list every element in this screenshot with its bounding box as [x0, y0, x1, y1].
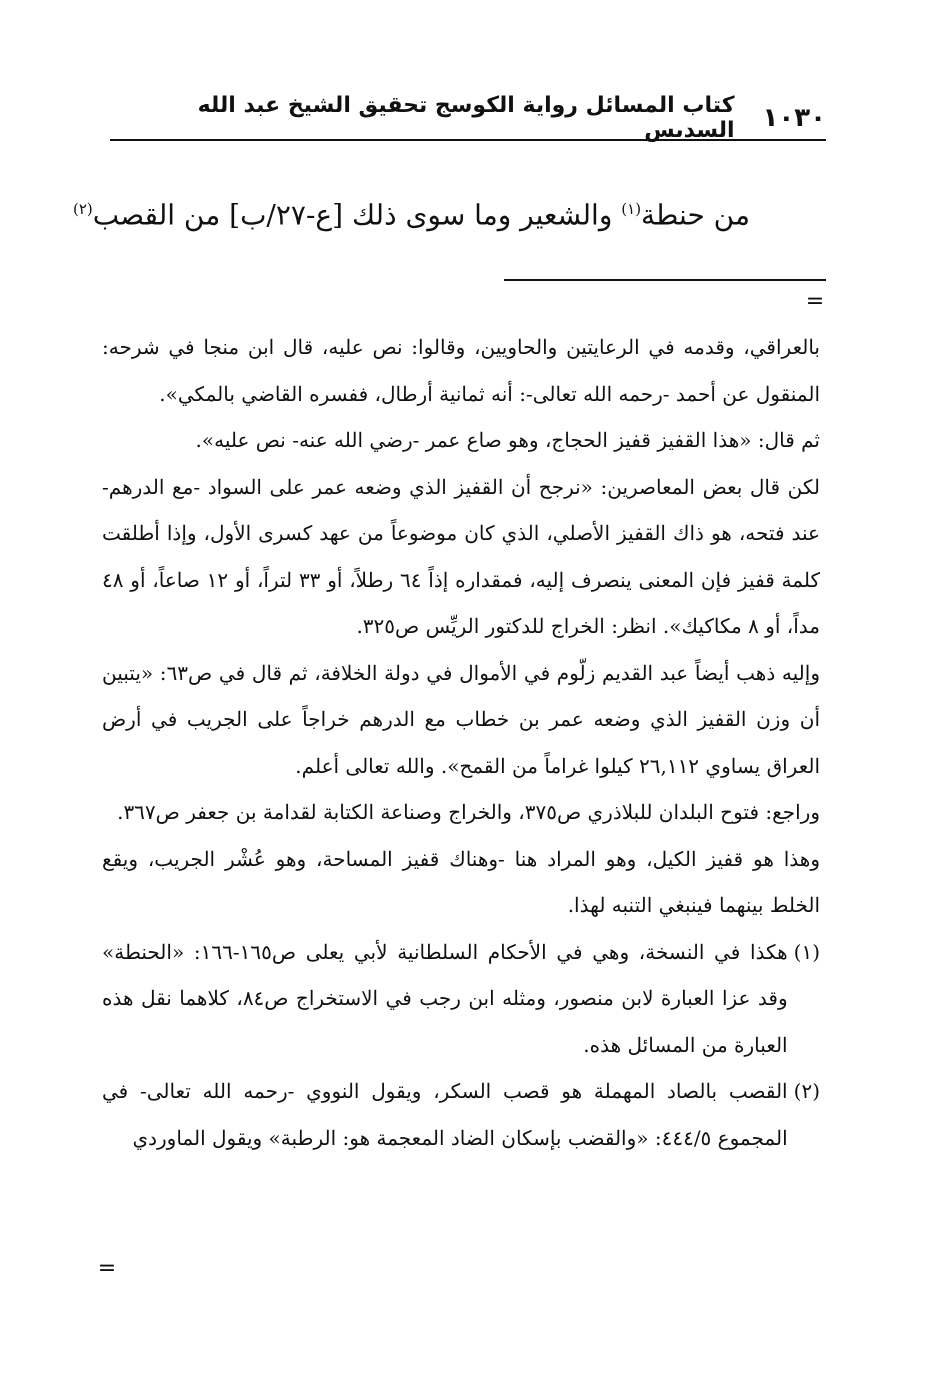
footnote-paragraph: وإليه ذهب أيضاً عبد القديم زلّوم في الأموال في دولة الخلافة، ثم قال في ص٦٣: «يتبين أن وزن القفيز الذي وضعه عمر بن خطاب مع الدرهم خراجاً على الجريب في أرض العراق يساوي ٢٦,١١٢ كيلوا غراماً من القمح». والله تعالى أعلم. — [102, 660, 820, 778]
footnote-number: (٢) — [793, 1079, 820, 1103]
footnote-paragraph: وراجع: فتوح البلدان للبلاذري ص٣٧٥، والخراج وصناعة الكتابة لقدامة بن جعفر ص٣٦٧. — [117, 800, 820, 824]
footnote-text: القصب بالصاد المهملة هو قصب السكر، ويقول النووي -رحمه الله تعالى- في المجموع ٤٤٤/٥: «والقضب بإسكان الضاد المعجمة هو: الرطبة» ويقول الماوردي — [102, 1079, 788, 1150]
main-text-part-1: من حنطة — [641, 198, 750, 232]
footnote-paragraph: ثم قال: «هذا القفيز قفيز الحجاج، وهو صاع عمر -رضي الله عنه- نص عليه». — [195, 428, 820, 452]
main-text — [73, 182, 750, 242]
footnote-ref-2: (٢) — [73, 200, 93, 218]
header-rule — [110, 139, 826, 141]
page-number: ١٠٣٠ — [762, 103, 826, 133]
main-text-part-2: والشعير وما سوى ذلك [ع-٢٧/ب] من القصب — [92, 198, 622, 232]
footnote-number: (١) — [793, 939, 820, 964]
book-title: كتاب المسائل رواية الكوسج تحقيق الشيخ عبد الله السديس — [197, 93, 735, 143]
footnotes — [102, 324, 820, 1161]
continued-mark: = — [97, 1256, 117, 1281]
footnote-ref-1: (١) — [621, 200, 642, 218]
page-header — [110, 93, 826, 143]
footnote-paragraph: لكن قال بعض المعاصرين: «نرجح أن القفيز الذي وضعه عمر على السواد -مع الدرهم- عند فتحه، هو ذاك القفيز الأصلي، الذي كان موضوعاً من عهد كسرى الأول، وإذا أطلقت كلمة قفيز فإن المعنى ينصرف إليه، فمقداره إذاً ٦٤ رطلاً، أو ٣٣ لتراً، أو ١٢ صاعاً، أو ٤٨ مداً، أو ٨ مكاكيك». انظر: الخراج للدكتور الريِّس ص٣٢٥. — [102, 474, 820, 638]
footnote-paragraph: بالعراقي، وقدمه في الرعايتين والحاويين، وقالوا: نص عليه، قال ابن منجا في شرحه: المنقول عن أحمد -رحمه الله تعالى-: أنه ثمانية أرطال، ففسره القاضي بالمكي». — [102, 335, 820, 406]
footnote-1 — [102, 929, 820, 1069]
continuation-mark: = — [805, 289, 825, 314]
footnote-separator — [504, 279, 826, 281]
footnote-2 — [102, 1068, 820, 1161]
footnote-text: هكذا في النسخة، وهي في الأحكام السلطانية لأبي يعلى ص١٦٥-١٦٦: «الحنطة» وقد عزا العبارة لابن منصور، ومثله ابن رجب في الاستخراج ص٨٤، كلاهما نقل هذه العبارة من المسائل هذه. — [102, 939, 788, 1057]
footnote-paragraph: وهذا هو قفيز الكيل، وهو المراد هنا -وهناك قفيز المساحة، وهو عُشْر الجريب، ويقع الخلط بينهما فينبغي التنبه لهذا. — [102, 846, 820, 917]
